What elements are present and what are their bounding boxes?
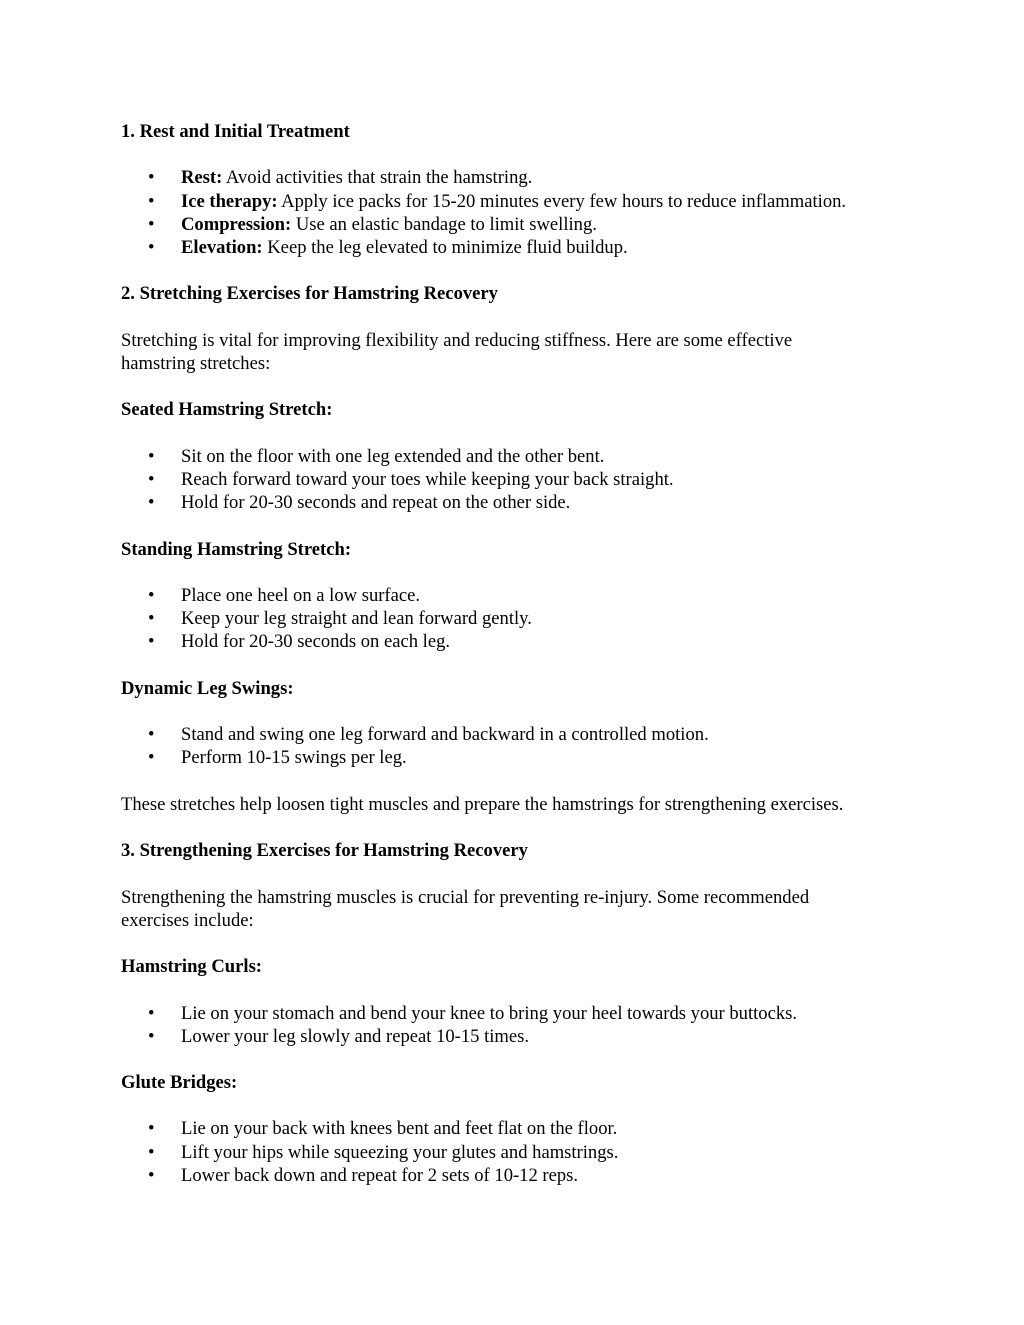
glute-bridges-list xyxy=(121,1117,921,1187)
dynamic-swings-heading: Dynamic Leg Swings: xyxy=(121,677,294,699)
list-item-text: Lift your hips while squeezing your glutes and hamstrings. xyxy=(181,1141,619,1163)
list-item xyxy=(121,630,921,653)
list-item xyxy=(121,468,921,491)
bullet-icon: • xyxy=(148,1118,155,1140)
list-item xyxy=(121,166,921,189)
list-item-term: Ice therapy: xyxy=(181,190,278,212)
list-item-text: Perform 10-15 swings per leg. xyxy=(181,747,407,769)
list-item xyxy=(121,491,921,514)
list-item xyxy=(121,445,921,468)
list-item xyxy=(121,1025,921,1048)
list-item-text: Lie on your back with knees bent and feet flat on the floor. xyxy=(181,1118,618,1140)
list-item-text: Apply ice packs for 15-20 minutes every few hours to reduce inflammation. xyxy=(277,190,847,212)
bullet-icon: • xyxy=(148,1141,155,1163)
section-2-intro xyxy=(121,329,921,375)
list-item-text: Avoid activities that strain the hamstring. xyxy=(222,167,533,189)
bullet-icon: • xyxy=(148,631,155,653)
document-page xyxy=(121,120,921,1210)
list-item-text: Keep your leg straight and lean forward gently. xyxy=(181,608,532,630)
glute-bridges-heading: Glute Bridges: xyxy=(121,1072,238,1094)
list-item-text: Use an elastic bandage to limit swelling. xyxy=(291,213,597,235)
bullet-icon: • xyxy=(148,468,155,490)
bullet-icon: • xyxy=(148,747,155,769)
list-item-text: Lower back down and repeat for 2 sets of 10-12 reps. xyxy=(181,1164,579,1186)
bullet-icon: • xyxy=(148,190,155,212)
standing-stretch-list xyxy=(121,584,921,654)
section-1-list xyxy=(121,166,921,259)
list-item-text: Stand and swing one leg forward and backward in a controlled motion. xyxy=(181,724,709,746)
list-item xyxy=(121,1117,921,1140)
list-item xyxy=(121,607,921,630)
list-item-text: Lower your leg slowly and repeat 10-15 times. xyxy=(181,1025,530,1047)
list-item-text: Place one heel on a low surface. xyxy=(181,584,421,606)
list-item-text: Hold for 20-30 seconds and repeat on the other side. xyxy=(181,492,571,514)
section-2-closing: These stretches help loosen tight muscles and prepare the hamstrings for strengthening exercises. xyxy=(121,793,844,815)
bullet-icon: • xyxy=(148,584,155,606)
bullet-icon: • xyxy=(148,1002,155,1024)
hamstring-curls-list xyxy=(121,1002,921,1048)
list-item xyxy=(121,746,921,769)
bullet-icon: • xyxy=(148,608,155,630)
list-item xyxy=(121,236,921,259)
seated-stretch-heading: Seated Hamstring Stretch: xyxy=(121,399,333,421)
list-item-text: Hold for 20-30 seconds on each leg. xyxy=(181,631,451,653)
list-item xyxy=(121,190,921,213)
list-item-text: Lie on your stomach and bend your knee to bring your heel towards your buttocks. xyxy=(181,1002,798,1024)
list-item xyxy=(121,1002,921,1025)
section-1-heading: 1. Rest and Initial Treatment xyxy=(121,121,350,142)
bullet-icon: • xyxy=(148,237,155,258)
list-item-term: Elevation: xyxy=(181,237,263,258)
list-item-text: Reach forward toward your toes while keeping your back straight. xyxy=(181,468,674,490)
hamstring-curls-heading: Hamstring Curls: xyxy=(121,956,262,978)
section-3-heading: 3. Strengthening Exercises for Hamstring Recovery xyxy=(121,840,528,862)
intro-line: Stretching is vital for improving flexibility and reducing stiffness. Here are some effective xyxy=(121,329,793,351)
list-item-text: Sit on the floor with one leg extended and the other bent. xyxy=(181,445,605,467)
bullet-icon: • xyxy=(148,492,155,514)
list-item xyxy=(121,584,921,607)
list-item-term: Rest: xyxy=(181,167,223,189)
list-item xyxy=(121,723,921,746)
list-item-term: Compression: xyxy=(181,213,292,235)
standing-stretch-heading: Standing Hamstring Stretch: xyxy=(121,538,352,560)
bullet-icon: • xyxy=(148,167,155,189)
intro-line: exercises include: xyxy=(121,909,254,931)
bullet-icon: • xyxy=(148,445,155,467)
intro-line: Strengthening the hamstring muscles is crucial for preventing re-injury. Some recommended xyxy=(121,886,810,908)
intro-line: hamstring stretches: xyxy=(121,352,271,374)
bullet-icon: • xyxy=(148,1164,155,1186)
bullet-icon: • xyxy=(148,213,155,235)
section-2-heading: 2. Stretching Exercises for Hamstring Recovery xyxy=(121,283,498,305)
section-3-intro xyxy=(121,886,921,932)
list-item xyxy=(121,1141,921,1164)
bullet-icon: • xyxy=(148,1025,155,1047)
seated-stretch-list xyxy=(121,445,921,515)
list-item-text: Keep the leg elevated to minimize fluid buildup. xyxy=(262,237,628,258)
bullet-icon: • xyxy=(148,724,155,746)
list-item xyxy=(121,1164,921,1187)
list-item xyxy=(121,213,921,236)
dynamic-swings-list xyxy=(121,723,921,769)
